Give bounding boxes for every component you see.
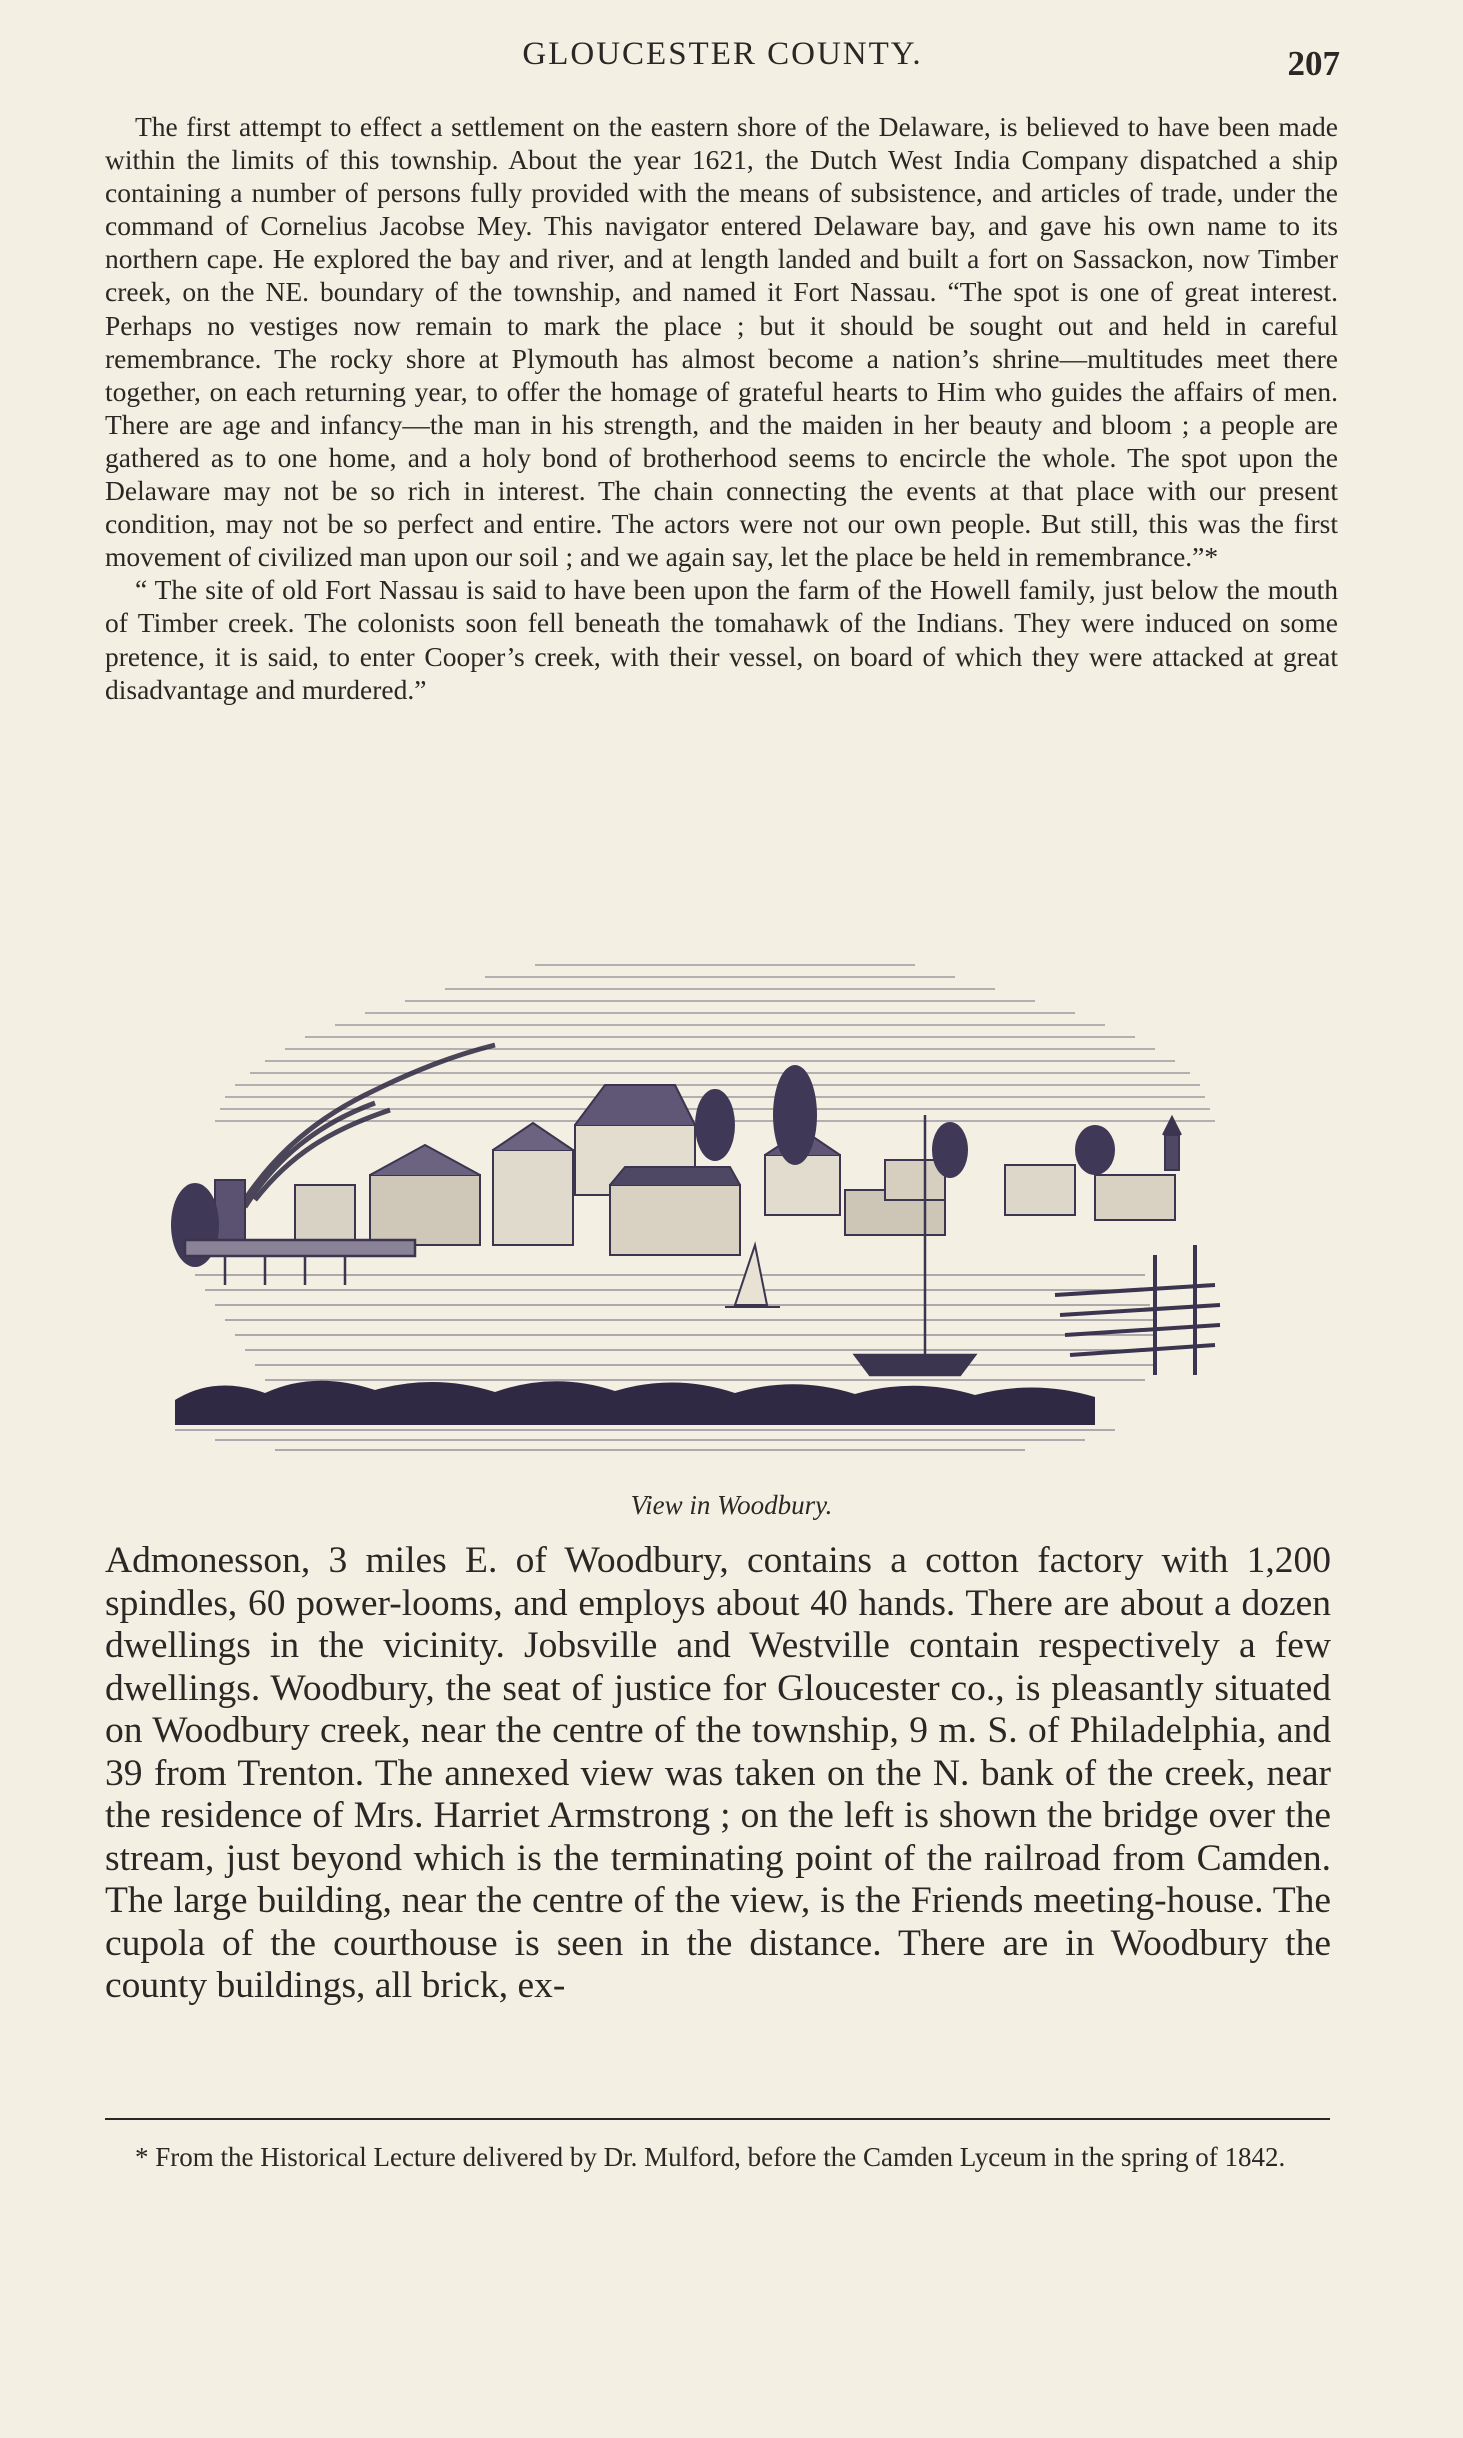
running-head: GLOUCESTER COUNTY. [522,36,923,72]
woodbury-engraving [155,945,1273,1470]
bridge [185,1240,415,1285]
footnote-rule [105,2118,1330,2120]
water-hatching [195,1275,1155,1380]
paragraph-site-quote: “ The site of old Fort Nassau is said to have been upon the farm of the Howell family, just below the mouth of Timber creek. The colonists soon fell beneath the tomahawk of the Indians. They were induced on some pretence, it is said, to enter Cooper’s creek, with their vessel, on board of which they were attacked at great disadvantage and murdered.” [105,574,1338,705]
historical-passage [105,110,1338,706]
woodbury-description [105,1540,1331,2008]
page-header [105,36,1340,86]
footnote [105,2140,1330,2174]
fence [1055,1245,1220,1375]
footnote-text: * From the Historical Lecture delivered by Dr. Mulford, before the Camden Lyceum in the spring of 1842. [135,2142,1286,2172]
foreground-bushes [175,1381,1095,1425]
illustration-caption: View in Woodbury. [630,1490,833,1520]
paragraph-admonesson: Admonesson, 3 miles E. of Woodbury, contains a cotton factory with 1,200 spindles, 60 power-looms, and employs about 40 hands. There are about a dozen dwellings in the vicinity. Jobsville and Westville contain respectively a few dwellings. Woodbury, the seat of justice for Gloucester co., is pleasantly situated on Woodbury creek, near the centre of the township, 9 m. S. of Philadelphia, and 39 from Trenton. The annexed view was taken on the N. bank of the creek, near the residence of Mrs. Harriet Armstrong ; on the left is shown the bridge over the stream, just beyond which is the terminating point of the railroad from Camden. The large building, near the centre of the view, is the Friends meeting-house. The cupola of the courthouse is seen in the distance. There are in Woodbury the county buildings, all brick, ex- [105,1540,1331,2006]
foreground-ground [175,1430,1115,1450]
page-number: 207 [1287,44,1340,83]
paragraph-fort-nassau: The first attempt to effect a settlement on the eastern shore of the Delaware, is believed to have been made within the limits of this township. About the year 1621, the Dutch West India Company dispatched a ship containing a number of persons fully provided with the means of subsistence, and articles of trade, under the command of Cornelius Jacobse Mey. This navigator entered Delaware bay, and gave his own name to its northern cape. He explored the bay and river, and at length landed and built a fort on Sassackon, now Timber creek, on the NE. boundary of the township, and named it Fort Nassau. “The spot is one of great interest. Perhaps no vestiges now remain to mark the place ; but it should be sought out and held in careful remembrance. The rocky shore at Plymouth has almost become a nation’s shrine—multitudes meet there together, on each returning year, to offer the homage of grateful hearts to Him who guides the affairs of men. There are age and infancy—the man in his strength, and the maiden in her beauty and bloom ; a people are gathered as to one home, and a holy bond of brotherhood seems to encircle the whole. The spot upon the Delaware may not be so rich in interest. The chain connecting the events at that place with our present condition, may not be so perfect and entire. The actors were not our own people. But still, this was the first movement of civilized man upon our soil ; and we again say, let the place be held in remembrance.”* [105,111,1338,573]
